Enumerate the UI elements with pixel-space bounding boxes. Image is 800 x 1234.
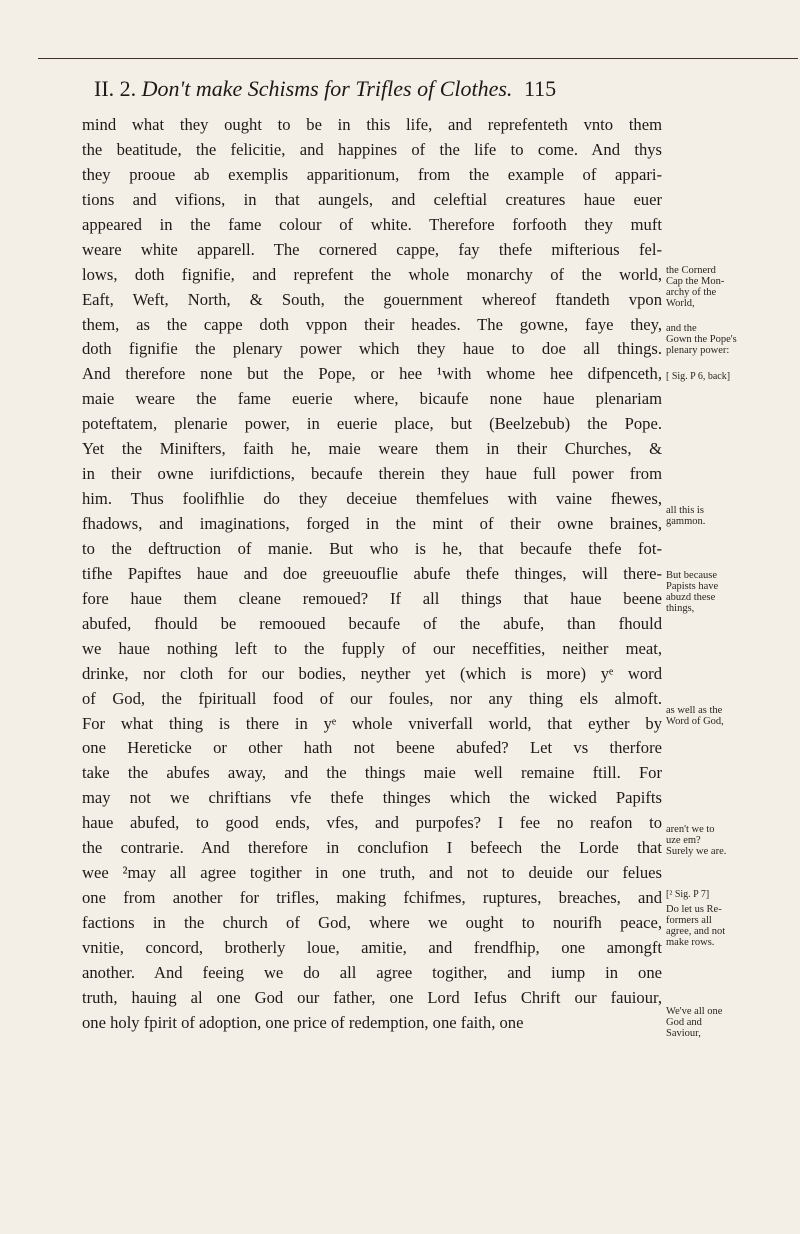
margin-note-line: formers all	[666, 915, 712, 926]
text-line: Yet the Minifters, faith he, maie weare them in their Churches, &	[82, 439, 662, 459]
text-line: mind what they ought to be in this life, and reprefenteth vnto them	[82, 115, 662, 134]
margin-note-line: But because	[666, 570, 718, 581]
running-title: Don't make Schisms for Trifles of Clothes.	[141, 76, 513, 101]
text-line: them, as the cappe doth vppon their heades. The gowne, faye they,	[82, 314, 662, 334]
margin-note-signature-p7	[666, 889, 800, 900]
text-line: fhadows, and imaginations, forged in the mint of their owne braines,	[82, 514, 662, 533]
text-line: they prooue ab exemplis apparitionum, from the example of appari-	[82, 164, 662, 184]
text-line: wee ²may all agree togither in one truth, and not to deuide our felues	[82, 863, 662, 883]
margin-note-line: archy of the	[666, 287, 717, 298]
margin-note-line: as well as the	[666, 705, 723, 716]
margin-note-line: uze em?	[666, 835, 701, 846]
margin-note-line: gammon.	[666, 516, 706, 527]
text-line: truth, hauing al one God our father, one Lord Iefus Chrift our fauiour,	[82, 987, 662, 1007]
top-rule	[38, 58, 798, 59]
text-line: may not we chriftians vfe thefe thinges which the wicked Papifts	[82, 788, 662, 808]
margin-note-line: We've all one	[666, 1006, 723, 1017]
margin-note-line: [ Sig. P 6, back]	[666, 371, 731, 382]
text-line: fore haue them cleane remoued? If all things that haue beene	[82, 588, 662, 608]
text-line: tifhe Papiftes haue and doe greeuouflie abufe thefe thinges, will there-	[82, 563, 662, 583]
margin-note-papists	[666, 570, 800, 614]
margin-note-line: things,	[666, 603, 695, 614]
margin-note-line: Saviour,	[666, 1028, 701, 1039]
text-line: vnitie, concord, brotherly loue, amitie, and frendfhip, one amongft	[82, 937, 662, 957]
text-line: one from another for trifles, making fchifmes, ruptures, breaches, and	[82, 888, 662, 908]
text-line: Eaft, Weft, North, & South, the gouernment whereof ftandeth vpon	[82, 289, 662, 309]
text-line: And therefore none but the Pope, or hee ¹with whome hee difpenceth,	[82, 364, 662, 384]
margin-note-line: aren't we to	[666, 824, 715, 835]
margin-note-line: all this is	[666, 505, 704, 516]
margin-note-cornered-cap	[666, 265, 800, 309]
text-line: lows, doth fignifie, and reprefent the whole monarchy of the world,	[82, 264, 662, 284]
margin-note-line: agree, and not	[666, 926, 726, 937]
text-line: one Hereticke or other hath not beene abufed? Let vs therfore	[82, 738, 662, 758]
text-line: to the deftruction of manie. But who is he, that becaufe thefe fot-	[82, 538, 662, 558]
margin-note-line: Cap the Mon-	[666, 276, 725, 287]
text-line: the contrarie. And therefore in conclufion I befeech the Lorde that	[82, 838, 662, 858]
margin-note-saviour	[666, 1006, 800, 1039]
running-header	[94, 76, 654, 102]
text-line: take the abufes away, and the things maie well remaine ftill. For	[82, 763, 662, 783]
text-line: one holy fpirit of adoption, one price of redemption, one faith, one	[82, 1012, 524, 1032]
margin-note-reformers	[666, 904, 800, 948]
margin-note-line: Word of God,	[666, 716, 724, 727]
margin-note-line: Gown the Pope's	[666, 334, 737, 345]
text-line: For what thing is there in yᵉ whole vniverfall world, that eyther by	[82, 713, 662, 733]
margin-note-line: the Cornerd	[666, 265, 716, 276]
margin-note-line: God and	[666, 1017, 702, 1028]
margin-note-line: World,	[666, 298, 695, 309]
text-line: maie weare the fame euerie where, bicaufe none haue plenariam	[82, 389, 662, 409]
margin-note-gown	[666, 323, 800, 356]
margin-note-line: Do let us Re-	[666, 904, 722, 915]
body-text	[82, 113, 662, 1036]
margin-note-line: plenary power:	[666, 345, 730, 356]
text-line: the beatitude, the felicitie, and happines of the life to come. And thys	[82, 139, 662, 159]
margin-note-line: abuzd these	[666, 592, 716, 603]
margin-note-line: Papists have	[666, 581, 719, 592]
margin-note-line: and the	[666, 323, 697, 334]
text-line: him. Thus foolifhlie do they deceiue themfelues with vaine fhewes,	[82, 489, 662, 509]
text-line: weare white apparell. The cornered cappe, fay thefe mifterious fel-	[82, 239, 662, 259]
text-line: appeared in the fame colour of white. Therefore forfooth they muft	[82, 214, 662, 234]
section-number: II. 2.	[94, 76, 137, 101]
text-line: tions and vifions, in that aungels, and celeftial creatures haue euer	[82, 189, 662, 209]
margin-note-line: Surely we are.	[666, 846, 727, 857]
margin-note-word-of-god	[666, 705, 800, 727]
text-line: drinke, nor cloth for our bodies, neyther yet (which is more) yᵉ word	[82, 663, 662, 683]
text-line: of God, the fpirituall food of our foules, nor any thing els almoft.	[82, 688, 662, 708]
margin-note-uze-em	[666, 824, 800, 857]
text-line: another. And feeing we do all agree togither, and iump in one	[82, 962, 662, 982]
text-line: factions in the church of God, where we ought to nourifh peace,	[82, 913, 662, 932]
margin-note-signature-p6	[666, 371, 800, 382]
text-line: we haue nothing left to the fupply of our neceffities, neither meat,	[82, 638, 662, 658]
text-line: in their owne iurifdictions, becaufe therein they haue full power from	[82, 464, 662, 484]
margin-note-gammon	[666, 505, 800, 527]
text-line: haue abufed, to good ends, vfes, and purpofes? I fee no reafon to	[82, 813, 662, 833]
page-number: 115	[523, 76, 557, 101]
margin-note-line: make rows.	[666, 937, 715, 948]
text-line: poteftatem, plenarie power, in euerie place, but (Beelzebub) the Pope.	[82, 414, 662, 434]
margin-note-line: [² Sig. P 7]	[666, 889, 710, 900]
text-line: abufed, fhould be remooued becaufe of the abufe, than fhould	[82, 613, 662, 633]
text-line: doth fignifie the plenary power which they haue to doe all things.	[82, 339, 662, 359]
